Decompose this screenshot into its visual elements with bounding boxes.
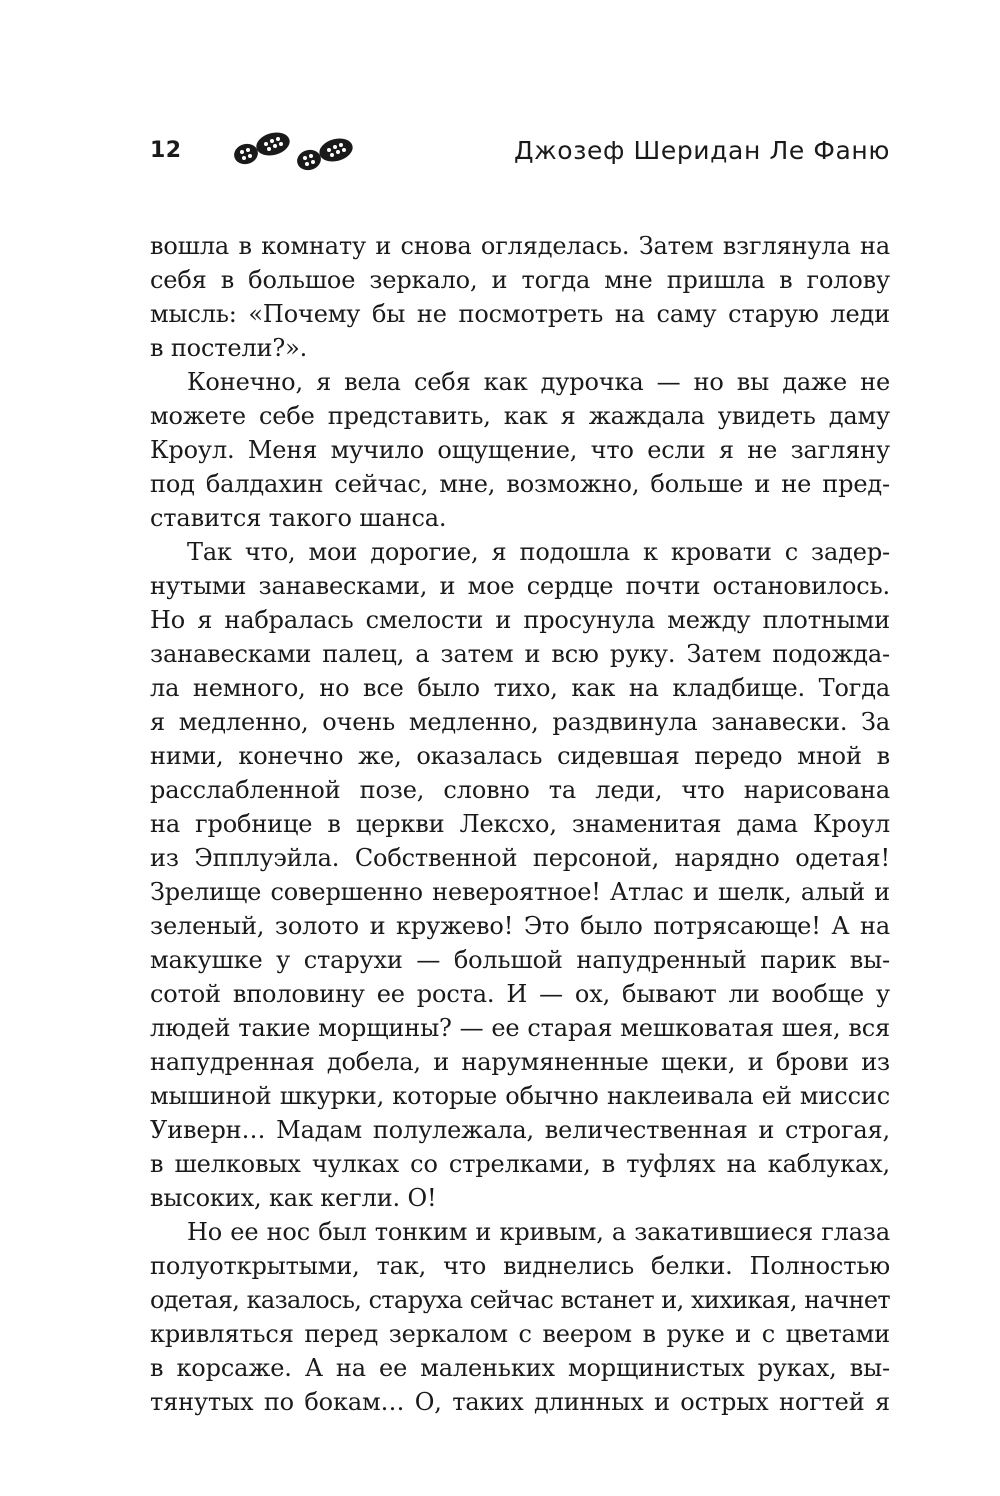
- text-line: макушке у старухи — большой напудренный парик вы-: [150, 946, 890, 974]
- text-line: мысль: «Почему бы не посмотреть на саму старую леди: [150, 300, 890, 328]
- text-line: Так что, мои дорогие, я подошла к кровати с задер-: [187, 538, 890, 566]
- text-line: в корсаже. А на ее маленьких морщинистых руках, вы-: [150, 1354, 890, 1382]
- text-line: тянутых по бокам… О, таких длинных и острых ногтей я: [150, 1388, 890, 1416]
- text-line: кривляться перед зеркалом с веером в руке и с цветами: [150, 1320, 890, 1348]
- page-number: 12: [150, 138, 182, 163]
- text-line: Но я набралась смелости и просунула между плотными: [150, 606, 890, 634]
- text-line: Конечно, я вела себя как дурочка — но вы даже не: [187, 368, 890, 396]
- text-line: сотой вполовину ее роста. И — ох, бывают ли вообще у: [150, 980, 890, 1008]
- text-line: одетая, казалось, старуха сейчас встанет и, хихикая, начнет: [150, 1286, 890, 1314]
- text-line: ла немного, но все было тихо, как на кладбище. Тогда: [150, 674, 890, 702]
- text-line: на гробнице в церкви Лексхо, знаменитая дама Кроул: [150, 810, 890, 838]
- text-line: вошла в комнату и снова огляделась. Затем взглянула на: [150, 232, 890, 260]
- text-line: ставится такого шанса.: [150, 504, 447, 532]
- text-line: можете себе представить, как я жаждала увидеть даму: [150, 402, 890, 430]
- text-line: Но ее нос был тонким и кривым, а закатившиеся глаза: [187, 1218, 890, 1246]
- footprints-icon: [206, 132, 366, 172]
- text-line: я медленно, очень медленно, раздвинула занавески. За: [150, 708, 890, 736]
- text-line: из Эпплуэйла. Собственной персоной, нарядно одетая!: [150, 844, 890, 872]
- running-title-author: Джозеф Шеридан Ле Фаню: [513, 136, 890, 165]
- text-line: Зрелище совершенно невероятное! Атлас и шелк, алый и: [150, 878, 890, 906]
- text-line: людей такие морщины? — ее старая мешковатая шея, вся: [150, 1014, 890, 1042]
- text-line: себя в большое зеркало, и тогда мне пришла в голову: [150, 266, 890, 294]
- text-line: расслабленной позе, словно та леди, что нарисована: [150, 776, 890, 804]
- text-line: напудренная добела, и нарумяненные щеки, и брови из: [150, 1048, 890, 1076]
- text-line: зеленый, золото и кружево! Это было потрясающе! А на: [150, 912, 890, 940]
- text-line: ними, конечно же, оказалась сидевшая передо мной в: [150, 742, 890, 770]
- text-line: Уиверн… Мадам полулежала, величественная и строгая,: [150, 1116, 890, 1144]
- text-line: в шелковых чулках со стрелками, в туфлях на каблуках,: [150, 1150, 890, 1178]
- text-line: высоких, как кегли. О!: [150, 1184, 437, 1212]
- text-line: Кроул. Меня мучило ощущение, что если я не загляну: [150, 436, 890, 464]
- text-line: занавесками палец, а затем и всю руку. Затем подожда-: [150, 640, 890, 668]
- text-line: полуоткрытыми, так, что виднелись белки. Полностью: [150, 1252, 890, 1280]
- body-text: [150, 229, 890, 1419]
- text-line: под балдахин сейчас, мне, возможно, больше и не пред-: [150, 470, 890, 498]
- running-head: [150, 132, 890, 172]
- text-line: нутыми занавесками, и мое сердце почти остановилось.: [150, 572, 890, 600]
- text-line: мышиной шкурки, которые обычно наклеивала ей миссис: [150, 1082, 890, 1110]
- text-line: в постели?».: [150, 334, 308, 362]
